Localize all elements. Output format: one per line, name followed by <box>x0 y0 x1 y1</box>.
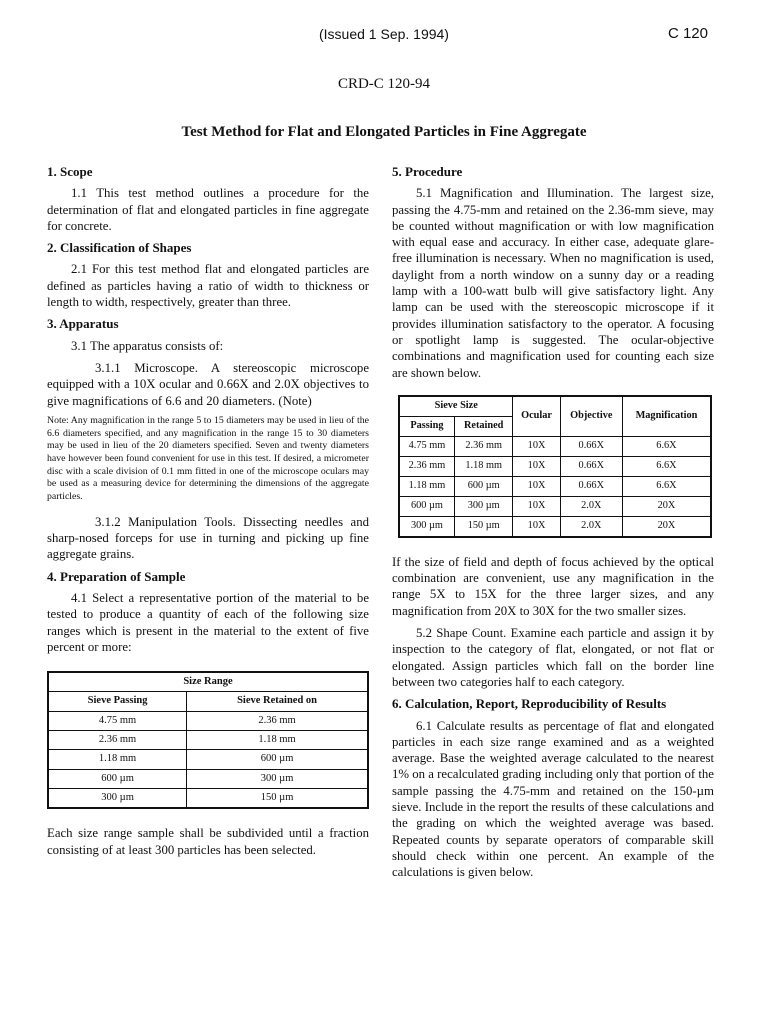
paragraph-4-1: 4.1 Select a representative portion of the material to be tested to produce a quantity of each of the following size ranges which is present in the material to the extent of five percent or more: <box>47 590 369 654</box>
section-heading-classification: 2. Classification of Shapes <box>47 240 192 256</box>
table-row <box>48 769 368 788</box>
paragraph-3-1: 3.1 The apparatus consists of: <box>71 338 224 353</box>
table-cell: 2.36 mm <box>454 436 513 456</box>
table-cell: 10X <box>513 456 560 476</box>
paragraph-magnification-note: If the size of field and depth of focus achieved by the optical combination are convenient, use any magnification in the range 5X to 15X for the three larger sizes, and any magnification from 20X to 30X for the two smaller sizes. <box>392 554 714 618</box>
table-cell: 6.6X <box>622 456 711 476</box>
table-cell: 10X <box>513 496 560 516</box>
paragraph-2-1: 2.1 For this test method flat and elongated particles are defined as particles having a ratio of width to thickness or length to width, respectively, greater than three. <box>47 262 369 310</box>
table-cell: 0.66X <box>560 436 622 456</box>
table-cell: 4.75 mm <box>48 711 187 730</box>
table-row <box>399 496 711 516</box>
issue-date: (Issued 1 Sep. 1994) <box>319 26 449 42</box>
proc-table-header-passing: Passing <box>399 416 454 436</box>
table-cell: 300 µm <box>454 496 513 516</box>
size-table-header-retained: Sieve Retained on <box>187 692 368 711</box>
document-code: C 120 <box>667 25 708 42</box>
table-cell: 10X <box>513 436 560 456</box>
section-heading-procedure: 5. Procedure <box>392 164 463 179</box>
table-row <box>48 731 368 750</box>
proc-table-header-retained: Retained <box>454 416 513 436</box>
table-cell: 10X <box>513 516 560 537</box>
table-cell: 300 µm <box>187 769 368 788</box>
proc-table-group-header: Sieve Size <box>399 396 513 417</box>
right-column <box>392 164 714 887</box>
table-cell: 4.75 mm <box>399 436 454 456</box>
table-cell: 20X <box>622 516 711 537</box>
table-cell: 600 µm <box>399 496 454 516</box>
table-cell: 1.18 mm <box>399 476 454 496</box>
table-row <box>48 788 368 808</box>
paragraph-1-1: 1.1 This test method outlines a procedure for the determination of flat and elongated particles in fine aggregate for concrete. <box>47 186 369 233</box>
proc-table-header-objective: Objective <box>560 396 622 437</box>
table-cell: 300 µm <box>399 516 454 537</box>
table-cell: 2.0X <box>560 516 622 537</box>
table-cell: 0.66X <box>560 456 622 476</box>
table-cell: 150 µm <box>187 788 368 808</box>
table-cell: 6.6X <box>622 436 711 456</box>
table-cell: 600 µm <box>454 476 513 496</box>
table-row <box>399 436 711 456</box>
table-cell: 20X <box>622 496 711 516</box>
paragraph-3-1-2: 3.1.2 Manipulation Tools. Dissecting needles and sharp-nosed forceps for use in turning and picking up fine aggregate grains. <box>47 514 369 562</box>
size-table-header-passing: Sieve Passing <box>48 692 187 711</box>
paragraph-5-1: 5.1 Magnification and Illumination. The largest size, passing the 4.75-mm and retained on the 2.36-mm sieve, may be counted without magnification or with low magnification with equal ease and accuracy. In either case, adequate glare-free illumination is necessary. When no magnification is used, daylight from a north window on a sunny day or a reading lamp with a 100-watt bulb will give satisfactory light. Any lamp can be used with the stereoscopic microscope if it provides illumination satisfactory to the operator. A focusing or spotlight lamp is suggested. The ocular-objective combinations and magnification used for counting each size are shown below. <box>392 186 714 380</box>
size-table-caption: Size Range <box>48 672 368 692</box>
section-heading-calculation: 6. Calculation, Report, Reproducibility of Results <box>392 696 667 712</box>
page-title: Test Method for Flat and Elongated Particles in Fine Aggregate <box>181 124 587 140</box>
proc-table-header-magnification: Magnification <box>622 396 711 437</box>
size-range-table <box>47 671 369 809</box>
table-cell: 300 µm <box>48 788 187 808</box>
table-cell: 1.18 mm <box>48 750 187 769</box>
paragraph-3-1-1: 3.1.1 Microscope. A stereoscopic microscope equipped with a 10X ocular and 0.66X and 2.0X objectives to give magnifications of 6.6 and 20 diameters. (Note) <box>47 360 369 408</box>
table-cell: 2.0X <box>560 496 622 516</box>
magnification-table <box>398 395 712 538</box>
left-column <box>47 164 369 864</box>
table-row <box>399 516 711 537</box>
document-id: CRD-C 120-94 <box>337 76 431 92</box>
paragraph-6-1: 6.1 Calculate results as percentage of flat and elongated particles in each size range examined and as a weighted average. Base the weighted average calculated to the nearest 1% on a recalculated grading including only that portion of the sample passing the 4.75-mm and retained on the 150-µm sieve. Include in the report the results of these calculations and the grading on which the weighted average was based. Repeated counts by separate operators of comparable skill should check within one percent. An example of the calculations is given below. <box>392 718 714 880</box>
table-cell: 6.6X <box>622 476 711 496</box>
section-heading-preparation: 4. Preparation of Sample <box>47 568 186 584</box>
table-row <box>399 456 711 476</box>
table-cell: 10X <box>513 476 560 496</box>
note-text: Note: Any magnification in the range 5 to 15 diameters may be used in lieu of the 6.6 diameters specified, and any magnification in the range 15 to 30 diameters may be used in lieu of the 20 diameters specified. Seven and twenty diameters have however been found convenient for use in this test. If desired, a micrometer disc with a scale division of 0.1 mm fitted in one of the microscope oculars may be used as a measuring device for determining the dimensions of the aggregate particles. <box>47 414 369 503</box>
paragraph-5-2: 5.2 Shape Count. Examine each particle and assign it by inspection to the category of flat, elongated, or not flat or elongated. Assign particles which fall on the border line between two categories half to each category. <box>392 626 714 689</box>
table-row <box>399 476 711 496</box>
table-cell: 0.66X <box>560 476 622 496</box>
proc-table-header-ocular: Ocular <box>513 396 560 437</box>
table-cell: 1.18 mm <box>454 456 513 476</box>
table-cell: 2.36 mm <box>48 731 187 750</box>
paragraph-subdivide: Each size range sample shall be subdivided until a fraction consisting of at least 300 particles has been selected. <box>47 826 369 857</box>
section-heading-scope: 1. Scope <box>47 164 93 179</box>
table-row <box>48 711 368 730</box>
table-cell: 600 µm <box>187 750 368 769</box>
table-cell: 2.36 mm <box>187 711 368 730</box>
section-heading-apparatus: 3. Apparatus <box>47 316 119 332</box>
table-cell: 600 µm <box>48 769 187 788</box>
table-cell: 1.18 mm <box>187 731 368 750</box>
table-cell: 2.36 mm <box>399 456 454 476</box>
table-row <box>48 750 368 769</box>
table-cell: 150 µm <box>454 516 513 537</box>
